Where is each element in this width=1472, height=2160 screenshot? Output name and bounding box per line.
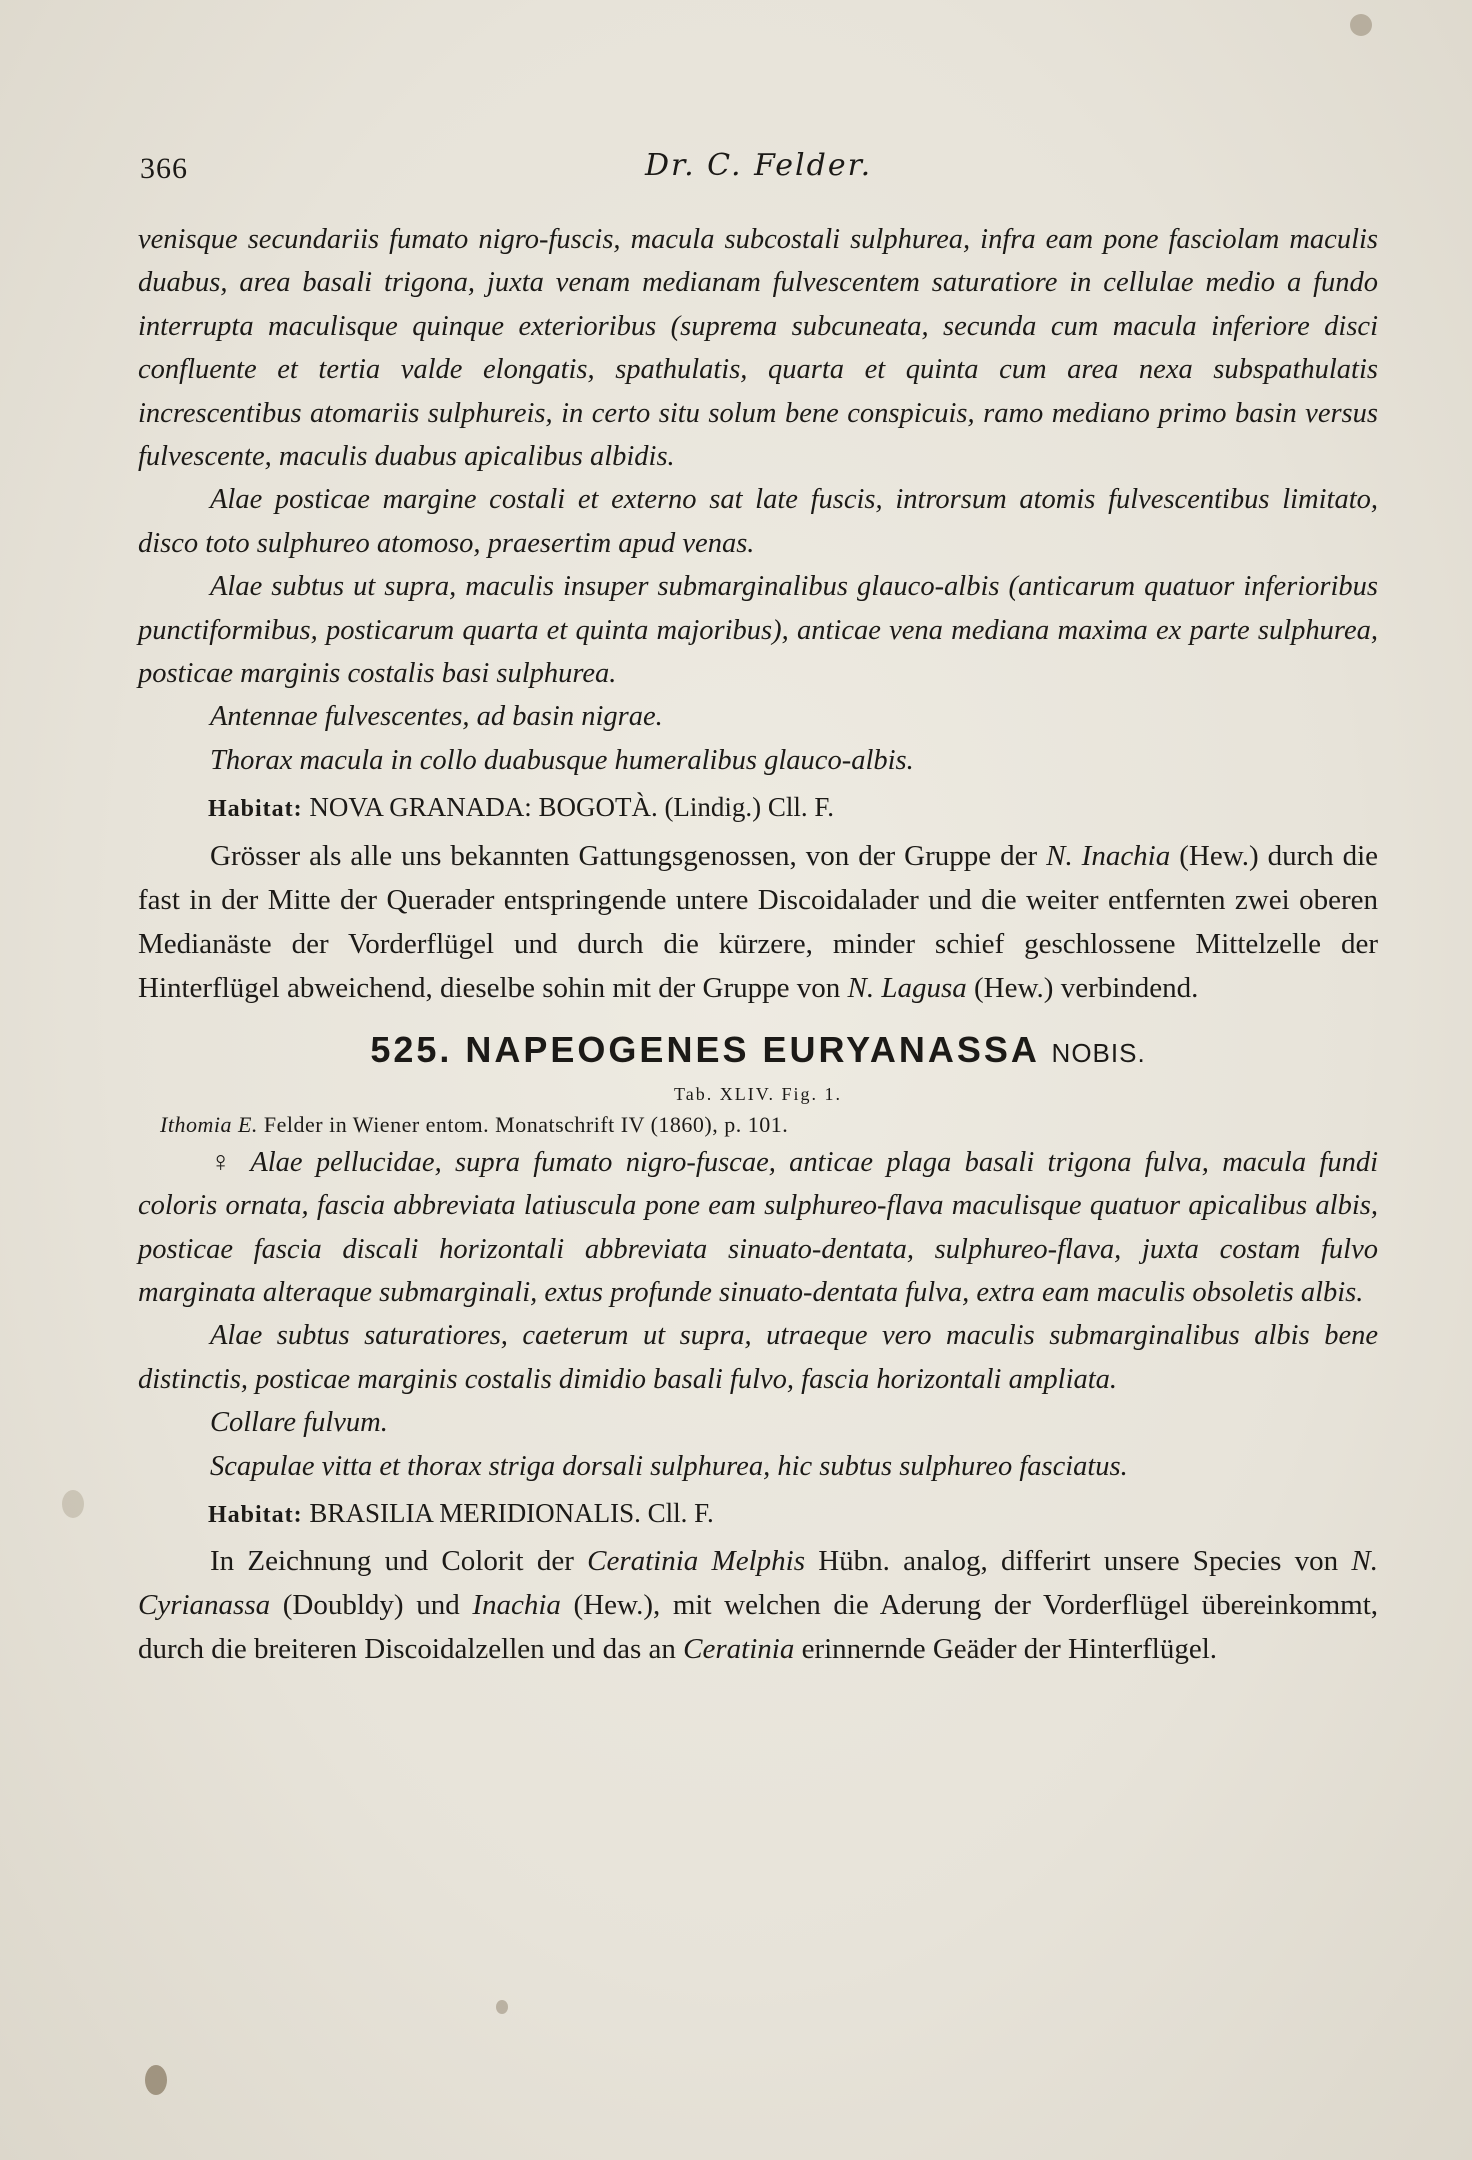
species-name: N. Inachia [1046,839,1171,872]
ref-text: Felder in Wiener entom. Monatschrift IV (1860), p. 101. [263,1111,789,1137]
foxing-spot [1350,14,1372,36]
german-paragraph [138,1539,1378,1671]
page-number: 366 [140,152,188,185]
text-run: Hübn. analog, differirt unsere Species von [818,1545,1339,1578]
literature-reference [138,1109,1378,1141]
running-head: Dr. C. Felder. [645,148,873,183]
habitat-text: NOVA GRANADA: BOGOTÀ. (Lindig.) Cll. F. [309,792,835,823]
species-name: N. Lagusa [847,971,967,1004]
species-name: Inachia [472,1589,561,1622]
text-run: erinnernde Geäder der Hinterflügel. [801,1633,1218,1666]
ref-genus: Ithomia E. [160,1111,258,1137]
latin-paragraph: Scapulae vitta et thorax striga dorsali sulphurea, hic subtus sulphureo fasciatus. [210,1450,1128,1482]
foxing-spot [62,1490,84,1518]
latin-paragraph: Alae subtus ut supra, maculis insuper submarginalibus glauco-albis (anticarum quatuor inferioribus punctiformibus, posticarum quarta et quinta majoribus), anticae vena mediana maxima ex parte sulphurea, posticae marginis costalis basi sulphurea. [138,571,1378,690]
latin-paragraph: ♀ Alae pellucidae, supra fumato nigro-fuscae, anticae plaga basali trigona fulva, macula fundi coloris ornata, fascia abbreviata latiuscula pone eam sulphureo-flava maculisque quatuor apicalibus albis, posticae fascia discali horizontali abbreviata sinuato-dentata, sulphureo-flava, juxta costam fulvo marginata alteraque submarginali, extus profunde sinuato-dentata fulva, extra eam maculis obsoletis albis. [138,1146,1378,1308]
latin-paragraph: Antennae fulvescentes, ad basin nigrae. [210,701,663,733]
habitat-line [208,786,1378,831]
text-run: (Doubldy) und [282,1589,460,1622]
text-run: Grösser als alle uns bekannten Gattungsgenossen, von der Gruppe der [210,839,1038,872]
species-name: Ceratinia [683,1633,795,1666]
species-number: 525. [370,1028,453,1070]
habitat-label: Habitat: [208,1501,303,1528]
species-heading [138,1028,1378,1075]
species-name: Ceratinia Melphis [587,1545,805,1578]
latin-paragraph: Collare fulvum. [210,1407,388,1439]
species-author: NOBIS. [1051,1037,1146,1068]
text-run: (Hew.) verbindend. [974,971,1199,1004]
latin-paragraph: Alae posticae margine costali et externo sat late fuscis, introrsum atomis fulvescentibus limitato, disco toto sulphureo atomoso, praesertim apud venas. [138,484,1378,559]
habitat-line [208,1492,1378,1537]
habitat-label: Habitat: [208,796,303,823]
latin-paragraph: venisque secundariis fumato nigro-fuscis, macula subcostali sulphurea, infra eam pone fasciolam maculis duabus, area basali trigona, juxta venam medianam fulvescentem saturatiore in cellulae medio a fundo interrupta maculisque quinque exterioribus (suprema subcuneata, secunda cum macula inferiore disci confluente et tertia valde elongatis, spathulatis, quarta et quinta cum area nexa subspathulatis increscentibus atomariis sulphureis, in certo situ solum bene conspicuis, ramo mediano primo basin versus fulvescente, maculis duabus apicalibus albidis. [138,224,1378,473]
text-run: In Zeichnung und Colorit der [210,1545,574,1578]
species-title: NAPEOGENES EURYANASSA [465,1028,1039,1070]
plate-reference: Tab. XLIV. Fig. 1. [674,1083,842,1104]
species-name: N. Cyrianassa [138,1545,1378,1622]
german-paragraph [138,834,1378,1010]
foxing-spot [496,2000,508,2014]
latin-paragraph: Thorax macula in collo duabusque humeralibus glauco-albis. [210,744,914,776]
page-body [138,218,1378,1671]
habitat-text: BRASILIA MERIDIONALIS. Cll. F. [309,1497,714,1528]
latin-paragraph: Alae subtus saturatiores, caeterum ut supra, utraeque vero maculis submarginalibus albis bene distinctis, posticae marginis costalis dimidio basali fulvo, fascia horizontali ampliata. [138,1320,1378,1395]
text-run: (Hew.), mit welchen die Aderung der Vorderflügel übereinkommt, durch die breiteren Discoidalzellen und das an [138,1589,1379,1666]
page-header [140,148,1380,192]
foxing-spot [145,2065,167,2095]
text-run: (Hew.) durch die fast in der Mitte der Querader entspringende untere Discoidalader und die weiter entfernten zwei oberen Medianäste der Vorderflügel und durch die kürzere, minder schief geschlossene Mittelzelle der Hinterflügel abweichend, dieselbe sohin mit der Gruppe von [138,839,1379,1004]
